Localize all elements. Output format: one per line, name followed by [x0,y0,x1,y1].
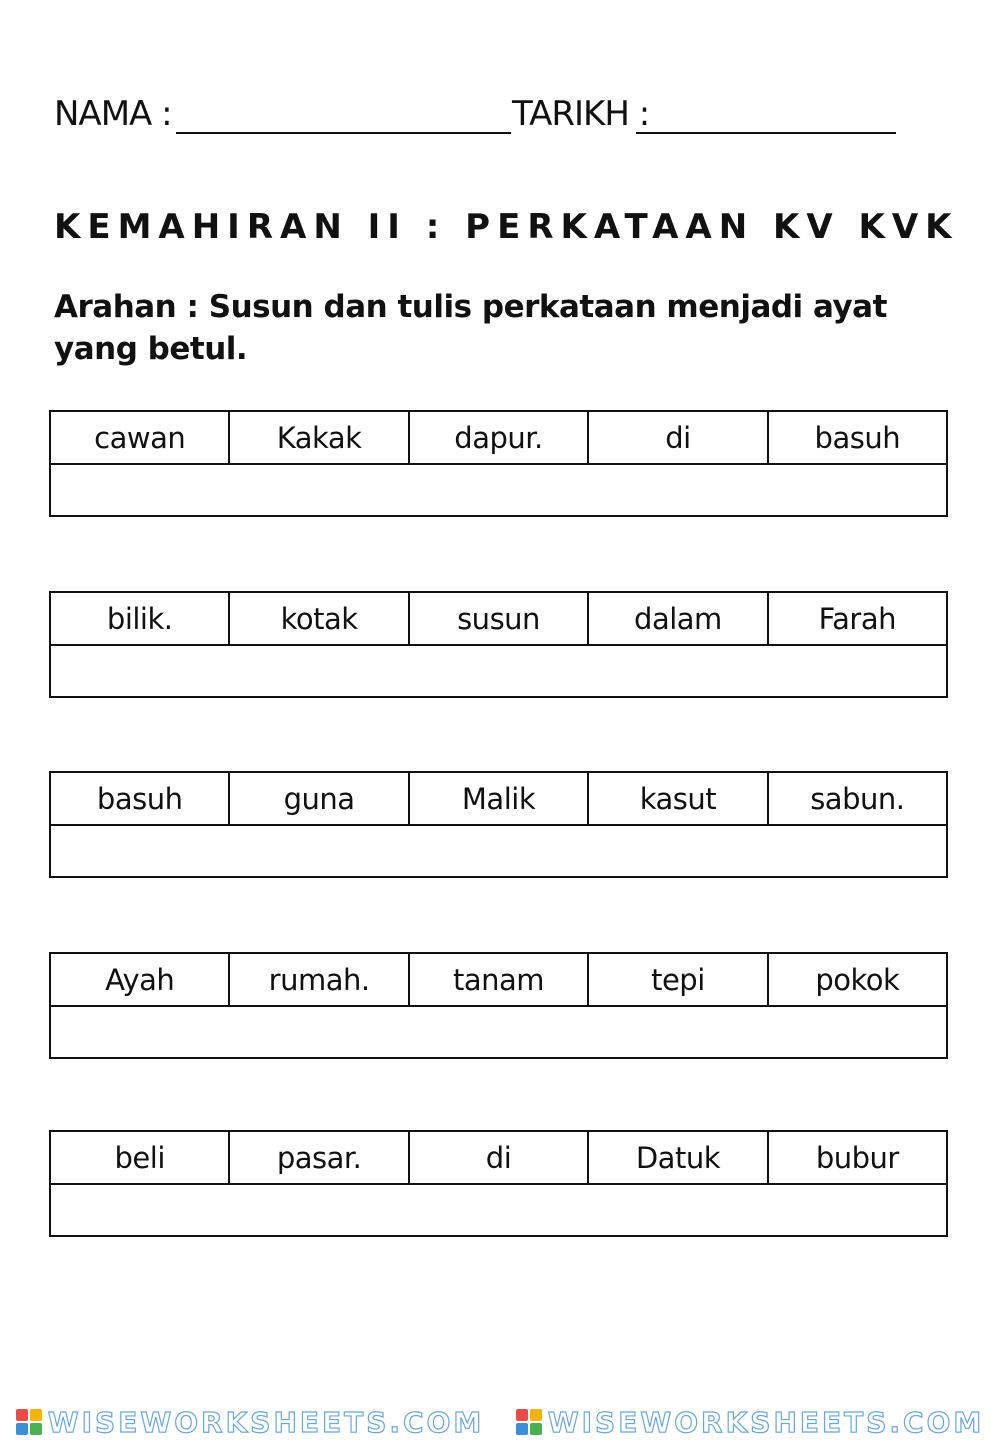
word-cell: Farah [818,601,897,636]
skill-title: KEMAHIRAN II : PERKATAAN KV KVK [54,207,959,247]
exercise-table [49,1130,948,1237]
word-cell: guna [230,773,409,824]
word-cell: basuh [51,773,230,824]
name-input-line[interactable] [176,132,511,134]
word-cell: tanam [410,954,589,1005]
watermark-text: WISEWORKSHEETS.COM [547,1405,985,1439]
word-cell: rumah. [230,954,409,1005]
word-cell: bilik. [51,593,230,644]
word-cell: Datuk [589,1132,768,1183]
word-cell: dalam [589,593,768,644]
answer-field[interactable] [51,1007,946,1058]
word-row [51,412,946,465]
answer-field[interactable] [51,1185,946,1236]
word-cell: kasut [589,773,768,824]
instruction-text: Arahan : Susun dan tulis perkataan menjadi ayat yang betul. [54,289,887,367]
word-cell: Kakak [230,412,409,463]
exercise-table [49,771,948,878]
word-cell: basuh [814,420,901,455]
footer-watermark [0,1405,1000,1439]
watermark-right [516,1406,985,1439]
word-row [51,773,946,826]
word-cell: beli [51,1132,230,1183]
word-cell: dapur. [410,412,589,463]
word-cell: bubur [815,1140,899,1175]
watermark-left [16,1406,485,1439]
exercise-table [49,410,948,517]
word-row [51,954,946,1007]
word-cell: susun [410,593,589,644]
watermark-text: WISEWORKSHEETS.COM [47,1405,485,1439]
answer-field[interactable] [51,646,946,697]
worksheet-logo-icon [16,1409,42,1435]
exercise-table [49,591,948,698]
answer-field[interactable] [51,826,946,877]
exercise-table [49,952,948,1059]
worksheet-logo-icon [516,1409,542,1435]
answer-field[interactable] [51,465,946,516]
word-cell: Malik [410,773,589,824]
date-input-line[interactable] [636,132,896,134]
word-cell: kotak [230,593,409,644]
word-cell: pasar. [230,1132,409,1183]
word-cell: pokok [815,962,900,997]
name-date-header [54,92,954,142]
word-cell: cawan [51,412,230,463]
word-cell: tepi [589,954,768,1005]
name-label: NAMA : [54,94,172,134]
date-label: TARIKH : [512,94,650,134]
word-cell: di [589,412,768,463]
word-cell: sabun. [810,781,905,816]
word-row [51,593,946,646]
word-row [51,1132,946,1185]
word-cell: di [410,1132,589,1183]
word-cell: Ayah [51,954,230,1005]
